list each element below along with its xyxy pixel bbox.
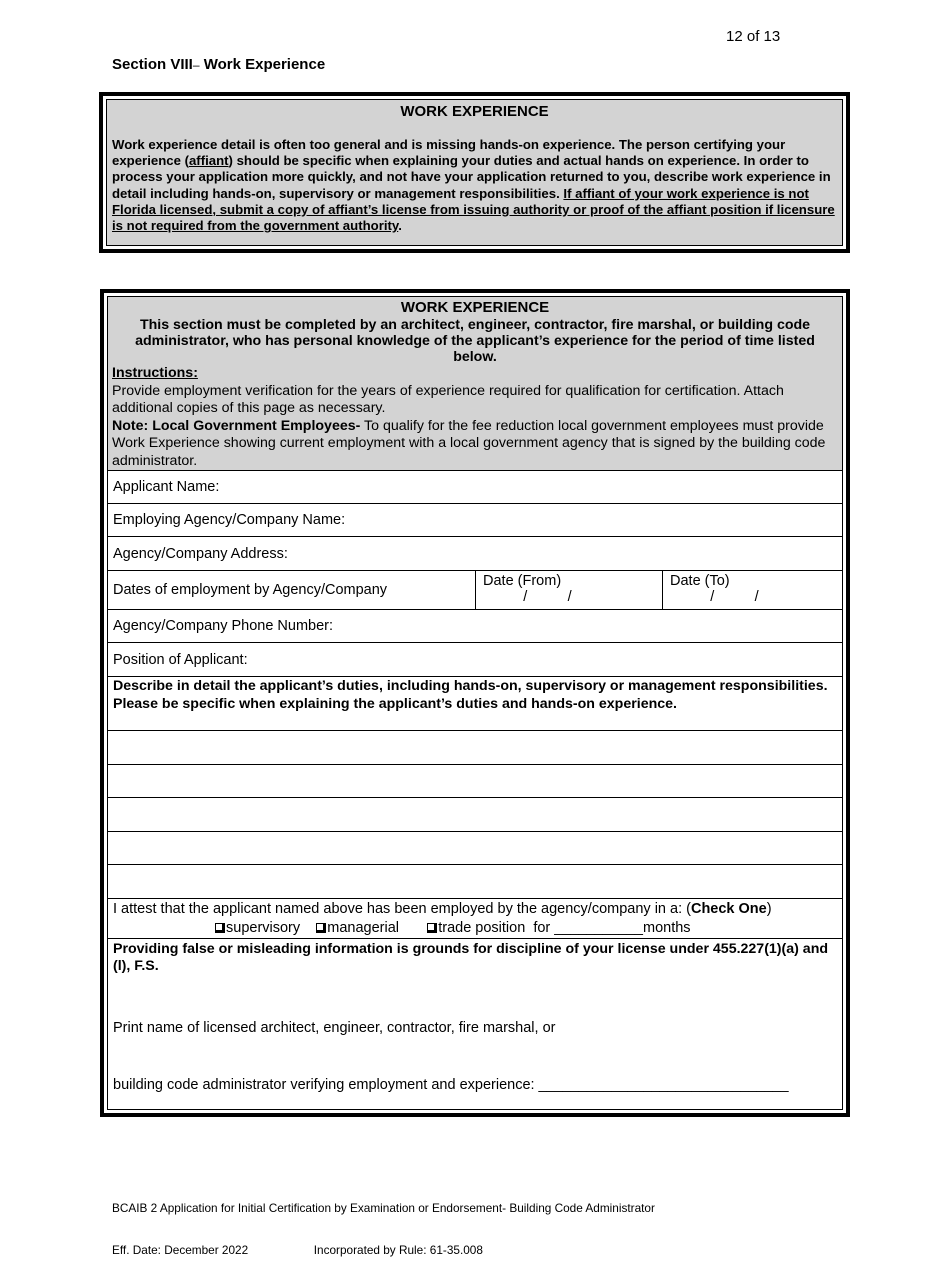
attestation-block [108,899,842,939]
date-from-field[interactable] [476,571,663,609]
employer-name-label: Employing Agency/Company Name: [113,512,346,528]
date-to-field[interactable] [663,571,842,609]
instructions-label: Instructions: [112,365,198,382]
notice-title: WORK EXPERIENCE [400,103,549,120]
notice-text [112,137,838,234]
page-footer [112,1173,655,1271]
section-name: Work Experience [199,56,326,73]
attestation-text [113,900,837,919]
duties-line[interactable] [108,865,842,899]
trade-option[interactable] [427,920,690,936]
footer-form-name: BCAIB 2 Application for Initial Certification by Examination or Endorsement- Building Code Administrator [112,1201,655,1215]
notice-period: . [398,218,402,234]
form-title: WORK EXPERIENCE [400,299,550,316]
phone-number-field[interactable] [108,610,842,643]
section-title [112,56,325,73]
work-experience-form [100,289,850,1117]
date-from-slashes: / / [483,589,572,605]
attestation-sentence: I attest that the applicant named above has been employed by the agency/company in a: ( [113,900,691,917]
date-to-slashes: / / [670,589,759,605]
notice-underlined-text: If affiant of your work experience is not Florida licensed, submit a copy of affiant’s license from issuing authority or proof of the affiant position if licensure is not required from the government authority [112,185,835,234]
applicant-name-field[interactable] [108,471,842,504]
supervisory-label: supervisory [226,919,301,936]
duties-line[interactable] [108,832,842,866]
verifier-name-line1: Print name of licensed architect, engineer, contractor, fire marshal, or [113,1019,556,1036]
supervisory-checkbox[interactable] [215,923,225,933]
applicant-name-label: Applicant Name: [113,479,220,495]
managerial-option[interactable] [316,920,399,936]
trade-label: trade position for ___________months [438,919,691,936]
note-text: To qualify for the fee reduction local government employees must provide Work Experience showing current employment with a local government agency that is signed by the building code administrator. [112,417,826,469]
note-label: Note: Local Government Employees- [112,417,361,434]
check-one-label: Check One [690,900,767,917]
instructions-text: Provide employment verification for the years of experience required for qualification for certification. Attach additional copies of this page as necessary. [112,382,784,417]
affiant-term: affiant [188,153,229,169]
instructions-block [112,365,838,470]
attestation-close: ) [766,900,772,917]
footer-effective-date: Eff. Date: December 2022 Incorporated by Rule: 61-35.008 [112,1243,483,1257]
work-experience-notice-box [99,92,850,253]
position-type-options [113,919,837,938]
note-block [112,418,838,471]
section-dash: – [192,58,200,72]
managerial-checkbox[interactable] [316,923,326,933]
phone-number-label: Agency/Company Phone Number: [113,618,334,634]
notice-text-part2: ) should be specific when explaining your duties and actual hands on experience. In order to process your application more quickly, and not have your application returned to you, describe work experience in detail including hands-on, supervisory or management responsibilities. [112,153,831,201]
employment-dates-label-cell [108,571,476,609]
date-to-label: Date (To) [670,573,730,589]
employer-address-field[interactable] [108,537,842,571]
notice-text-part1: Work experience detail is often too general and is missing hands-on experience. The person certifying your experience ( [112,137,786,169]
employment-dates-row [108,571,842,610]
date-from-label: Date (From) [483,573,562,589]
position-label: Position of Applicant: [113,651,248,668]
page-number: 12 of 13 [726,28,781,45]
section-label: Section VIII [112,56,193,73]
duties-description-label: Describe in detail the applicant’s duties, including hands-on, supervisory or management responsibilities. Please be specific when explaining the applicant’s duties and hands-on experience. [108,677,842,731]
verifier-name-line2: building code administrator verifying employment and experience: _______________________________ [113,1076,789,1093]
notice-inner [106,99,843,246]
discipline-warning: Providing false or misleading information is grounds for discipline of your license under 455.227(1)(a) and (l), F.S. [113,940,829,974]
managerial-label: managerial [327,919,400,936]
supervisory-option[interactable] [215,920,300,936]
duties-line[interactable] [108,731,842,765]
verifier-name-field[interactable] [108,981,842,1111]
form-inner [107,296,843,1110]
employer-name-field[interactable] [108,504,842,537]
position-field[interactable] [108,643,842,677]
employer-address-label: Agency/Company Address: [113,545,288,562]
duties-line[interactable] [108,798,842,832]
employment-dates-label: Dates of employment by Agency/Company [113,582,388,598]
form-subtitle: This section must be completed by an architect, engineer, contractor, fire marshal, or building code administrator, who has personal knowledge of the applicant’s experience for the period of time listed below. [135,316,815,365]
trade-checkbox[interactable] [427,923,437,933]
duties-line[interactable] [108,765,842,799]
form-header [108,297,842,471]
